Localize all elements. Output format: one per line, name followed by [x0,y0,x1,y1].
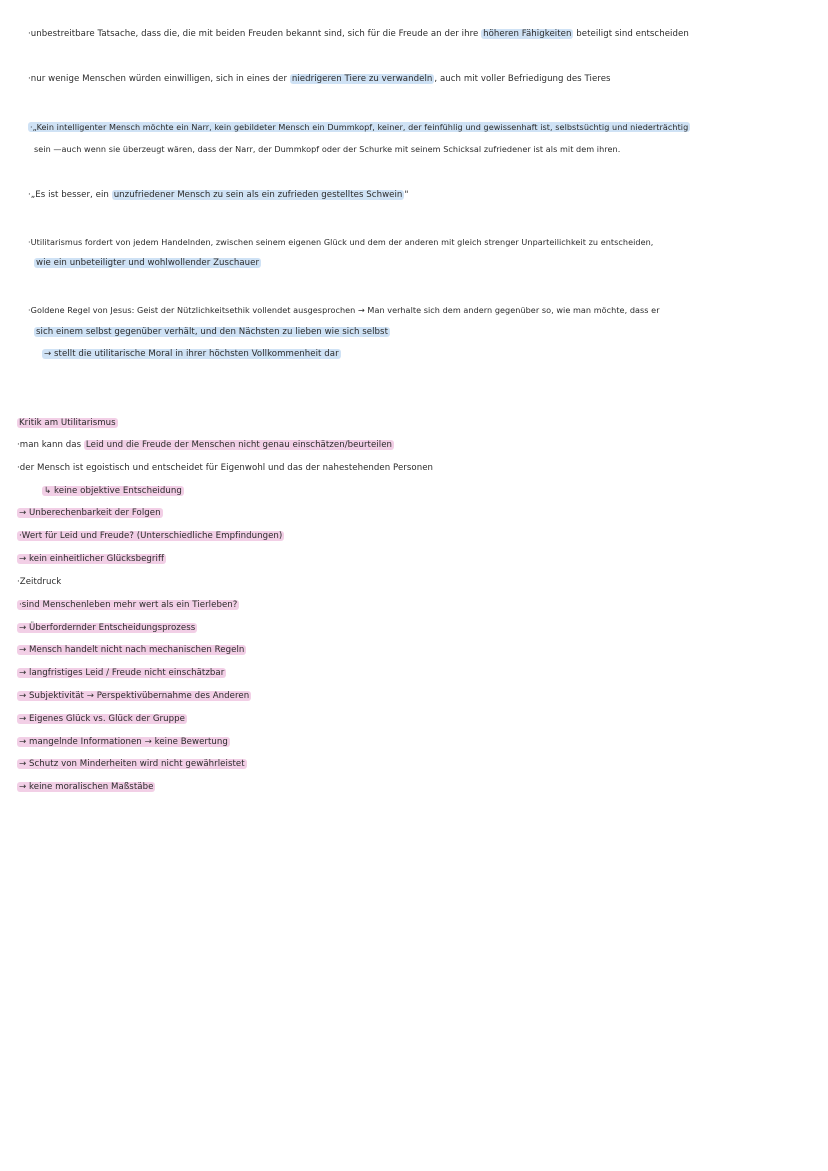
note-line [28,303,660,317]
highlight: → Unberechenbarkeit der Folgen [19,508,161,518]
highlight: → langfristiges Leid / Freude nicht einschätzbar [19,668,225,678]
text: ·Utilitarismus fordert von jedem Handelnden, zwischen seinem eigenen Glück und dem der anderen mit gleich strenger Unparteilichkeit zu entscheiden, [28,237,654,247]
section-heading [17,416,118,430]
highlight: wie ein unbeteiligter und wohlwollender Zuschauer [36,258,260,268]
text: " [404,190,409,200]
list-item [17,552,166,566]
note-line [28,27,689,41]
highlight: → Überfordernder Entscheidungsprozess [19,623,196,633]
note-line [17,461,433,475]
highlight: ↳ keine objektive Entscheidung [44,486,182,496]
list-item [17,598,239,612]
note-line [28,235,653,249]
list-item [17,757,247,771]
highlight: höheren Fähigkeiten [483,29,572,39]
list-item [17,712,187,726]
highlight: → stellt die utilitarische Moral in ihrer höchsten Vollkommenheit dar [44,349,339,359]
note-line [42,347,341,361]
note-line [28,72,611,86]
note-line [34,325,390,339]
highlight: → mangelnde Informationen → keine Bewertung [19,737,228,747]
list-item [17,780,155,794]
list-item [17,666,226,680]
highlight: ·„Kein intelligenter Mensch möchte ein Narr, kein gebildeter Mensch ein Dummkopf, keiner, der feinfühlig und gewissenhaft ist, selbstsüchtig und niederträchtig [30,122,689,132]
list-item [17,621,197,635]
note-line [28,120,690,134]
highlight: ·sind Menschenleben mehr wert als ein Tierleben? [19,600,238,610]
text: beteiligt sind entscheiden [576,29,689,39]
text: sein —auch wenn sie überzeugt wären, dass der Narr, der Dummkopf oder der Schurke mit seinem Schicksal zufriedener ist als mit dem ihren. [34,144,621,154]
highlight: → Subjektivität → Perspektivübernahme des Anderen [19,691,250,701]
list-item [17,575,61,589]
text: ·unbestreitbare Tatsache, dass die, die mit beiden Freuden bekannt sind, sich für die Freude an der ihre [28,29,479,39]
highlight: ·Wert für Leid und Freude? (Unterschiedliche Empfindungen) [19,531,283,541]
note-line [34,142,620,156]
text: ·der Mensch ist egoistisch und entscheidet für Eigenwohl und das der nahestehenden Personen [17,463,434,473]
highlight: → kein einheitlicher Glücksbegriff [19,554,165,564]
highlight: → Schutz von Minderheiten wird nicht gewährleistet [19,759,245,769]
list-item [17,689,251,703]
text: ·Zeitdruck [17,577,62,587]
text: , auch mit voller Befriedigung des Tieres [434,74,611,84]
heading-text: Kritik am Utilitarismus [19,418,116,428]
text: ·nur wenige Menschen würden einwilligen, sich in eines der [28,74,288,84]
text: ·„Es ist besser, ein [28,190,109,200]
highlight: → keine moralischen Maßstäbe [19,782,154,792]
text: ·Goldene Regel von Jesus: Geist der Nützlichkeitsethik vollendet ausgesprochen → Man verhalte sich dem andern gegenüber so, wie man möchte, dass er [28,305,660,315]
highlight: Leid und die Freude der Menschen nicht genau einschätzen/beurteilen [85,440,393,450]
note-line [42,484,184,498]
note-line [34,256,261,270]
highlight: → Eigenes Glück vs. Glück der Gruppe [19,714,185,724]
note-line [17,438,394,452]
list-item [17,529,284,543]
highlight: sich einem selbst gegenüber verhält, und den Nächsten zu lieben wie sich selbst [36,327,388,337]
note-line [28,188,408,202]
list-item [17,506,163,520]
list-item [17,643,246,657]
text: ·man kann das [17,440,82,450]
highlight: niedrigeren Tiere zu verwandeln [291,74,433,84]
highlight: unzufriedener Mensch zu sein als ein zufrieden gestelltes Schwein [113,190,403,200]
list-item [17,735,230,749]
highlight: → Mensch handelt nicht nach mechanischen Regeln [19,645,245,655]
